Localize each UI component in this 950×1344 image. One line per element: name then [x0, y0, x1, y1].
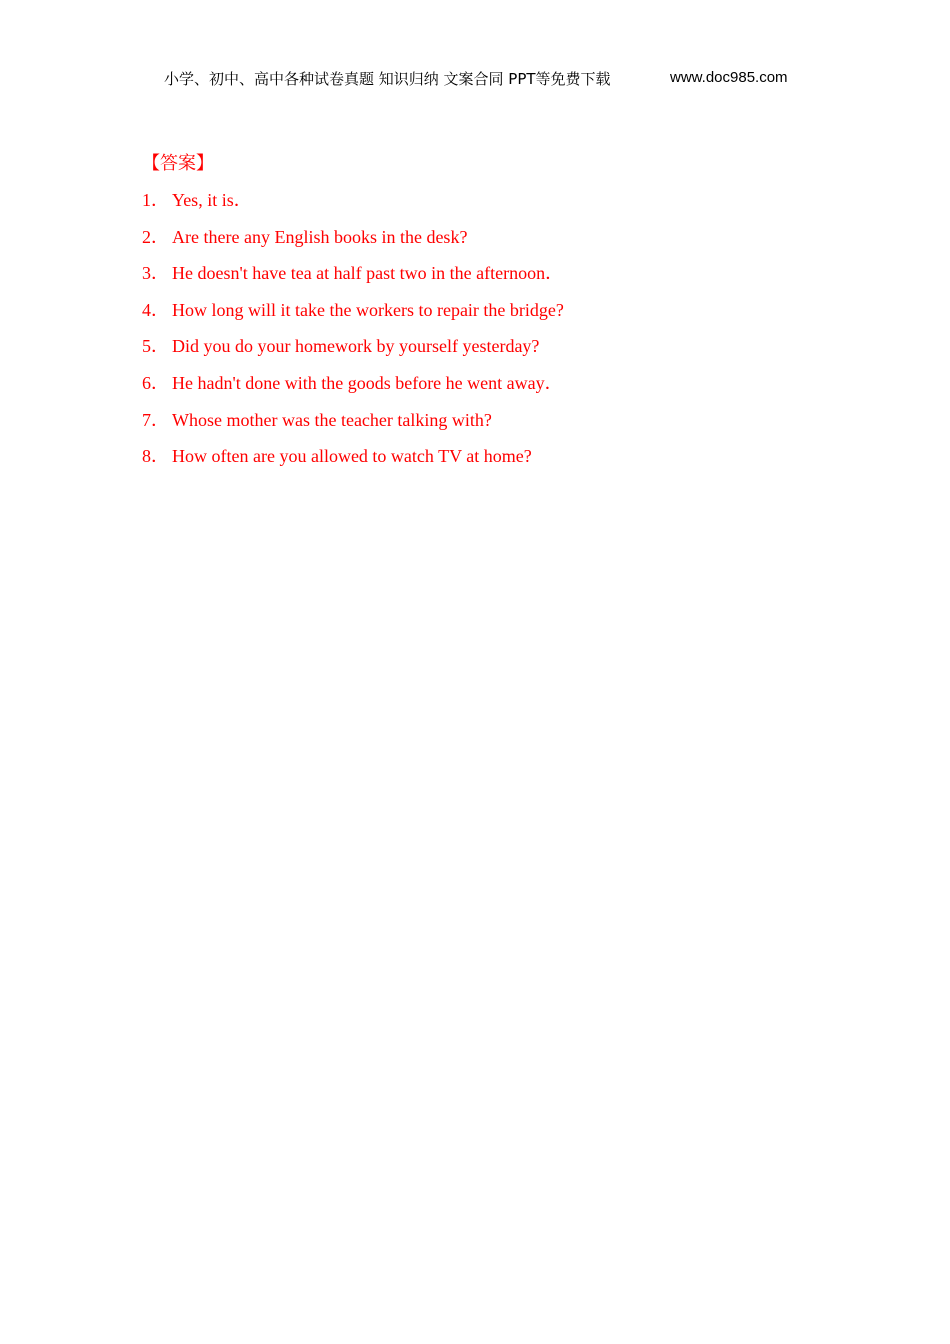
answer-number: 8． [142, 446, 169, 467]
answer-text: Whose mother was the teacher talking with? [172, 409, 492, 430]
answer-text: He doesn't have tea at half past two in the afternoon． [172, 263, 564, 284]
answer-section [142, 150, 842, 479]
answer-number: 4． [142, 299, 169, 320]
answer-item [142, 332, 842, 369]
answer-text: How often are you allowed to watch TV at home? [172, 446, 532, 467]
answer-text: How long will it take the workers to repair the bridge? [172, 299, 564, 320]
answer-item [142, 259, 842, 296]
answer-number: 3． [142, 263, 169, 284]
answer-number: 6． [142, 372, 169, 393]
answer-heading: 【答案】 [142, 153, 214, 174]
answer-item [142, 442, 842, 479]
answer-item [142, 406, 842, 443]
answer-item [142, 296, 842, 333]
answer-text: He hadn't done with the goods before he went away． [172, 372, 563, 393]
answer-item [142, 369, 842, 406]
page-header [0, 66, 950, 92]
header-site-url: www.doc985.com [670, 69, 788, 86]
answer-text: Did you do your homework by yourself yesterday? [172, 336, 540, 357]
answer-number: 1． [142, 190, 169, 210]
answer-item [142, 223, 842, 260]
answer-number: 2． [142, 226, 169, 247]
answer-text: Yes, it is． [172, 190, 252, 210]
answer-text: Are there any English books in the desk? [172, 226, 468, 247]
answer-item [142, 186, 842, 223]
answer-number: 5． [142, 336, 169, 357]
answer-number: 7． [142, 409, 169, 430]
header-site-description: 小学、初中、高中各种试卷真题 知识归纳 文案合同 PPT等免费下载 [164, 70, 611, 88]
